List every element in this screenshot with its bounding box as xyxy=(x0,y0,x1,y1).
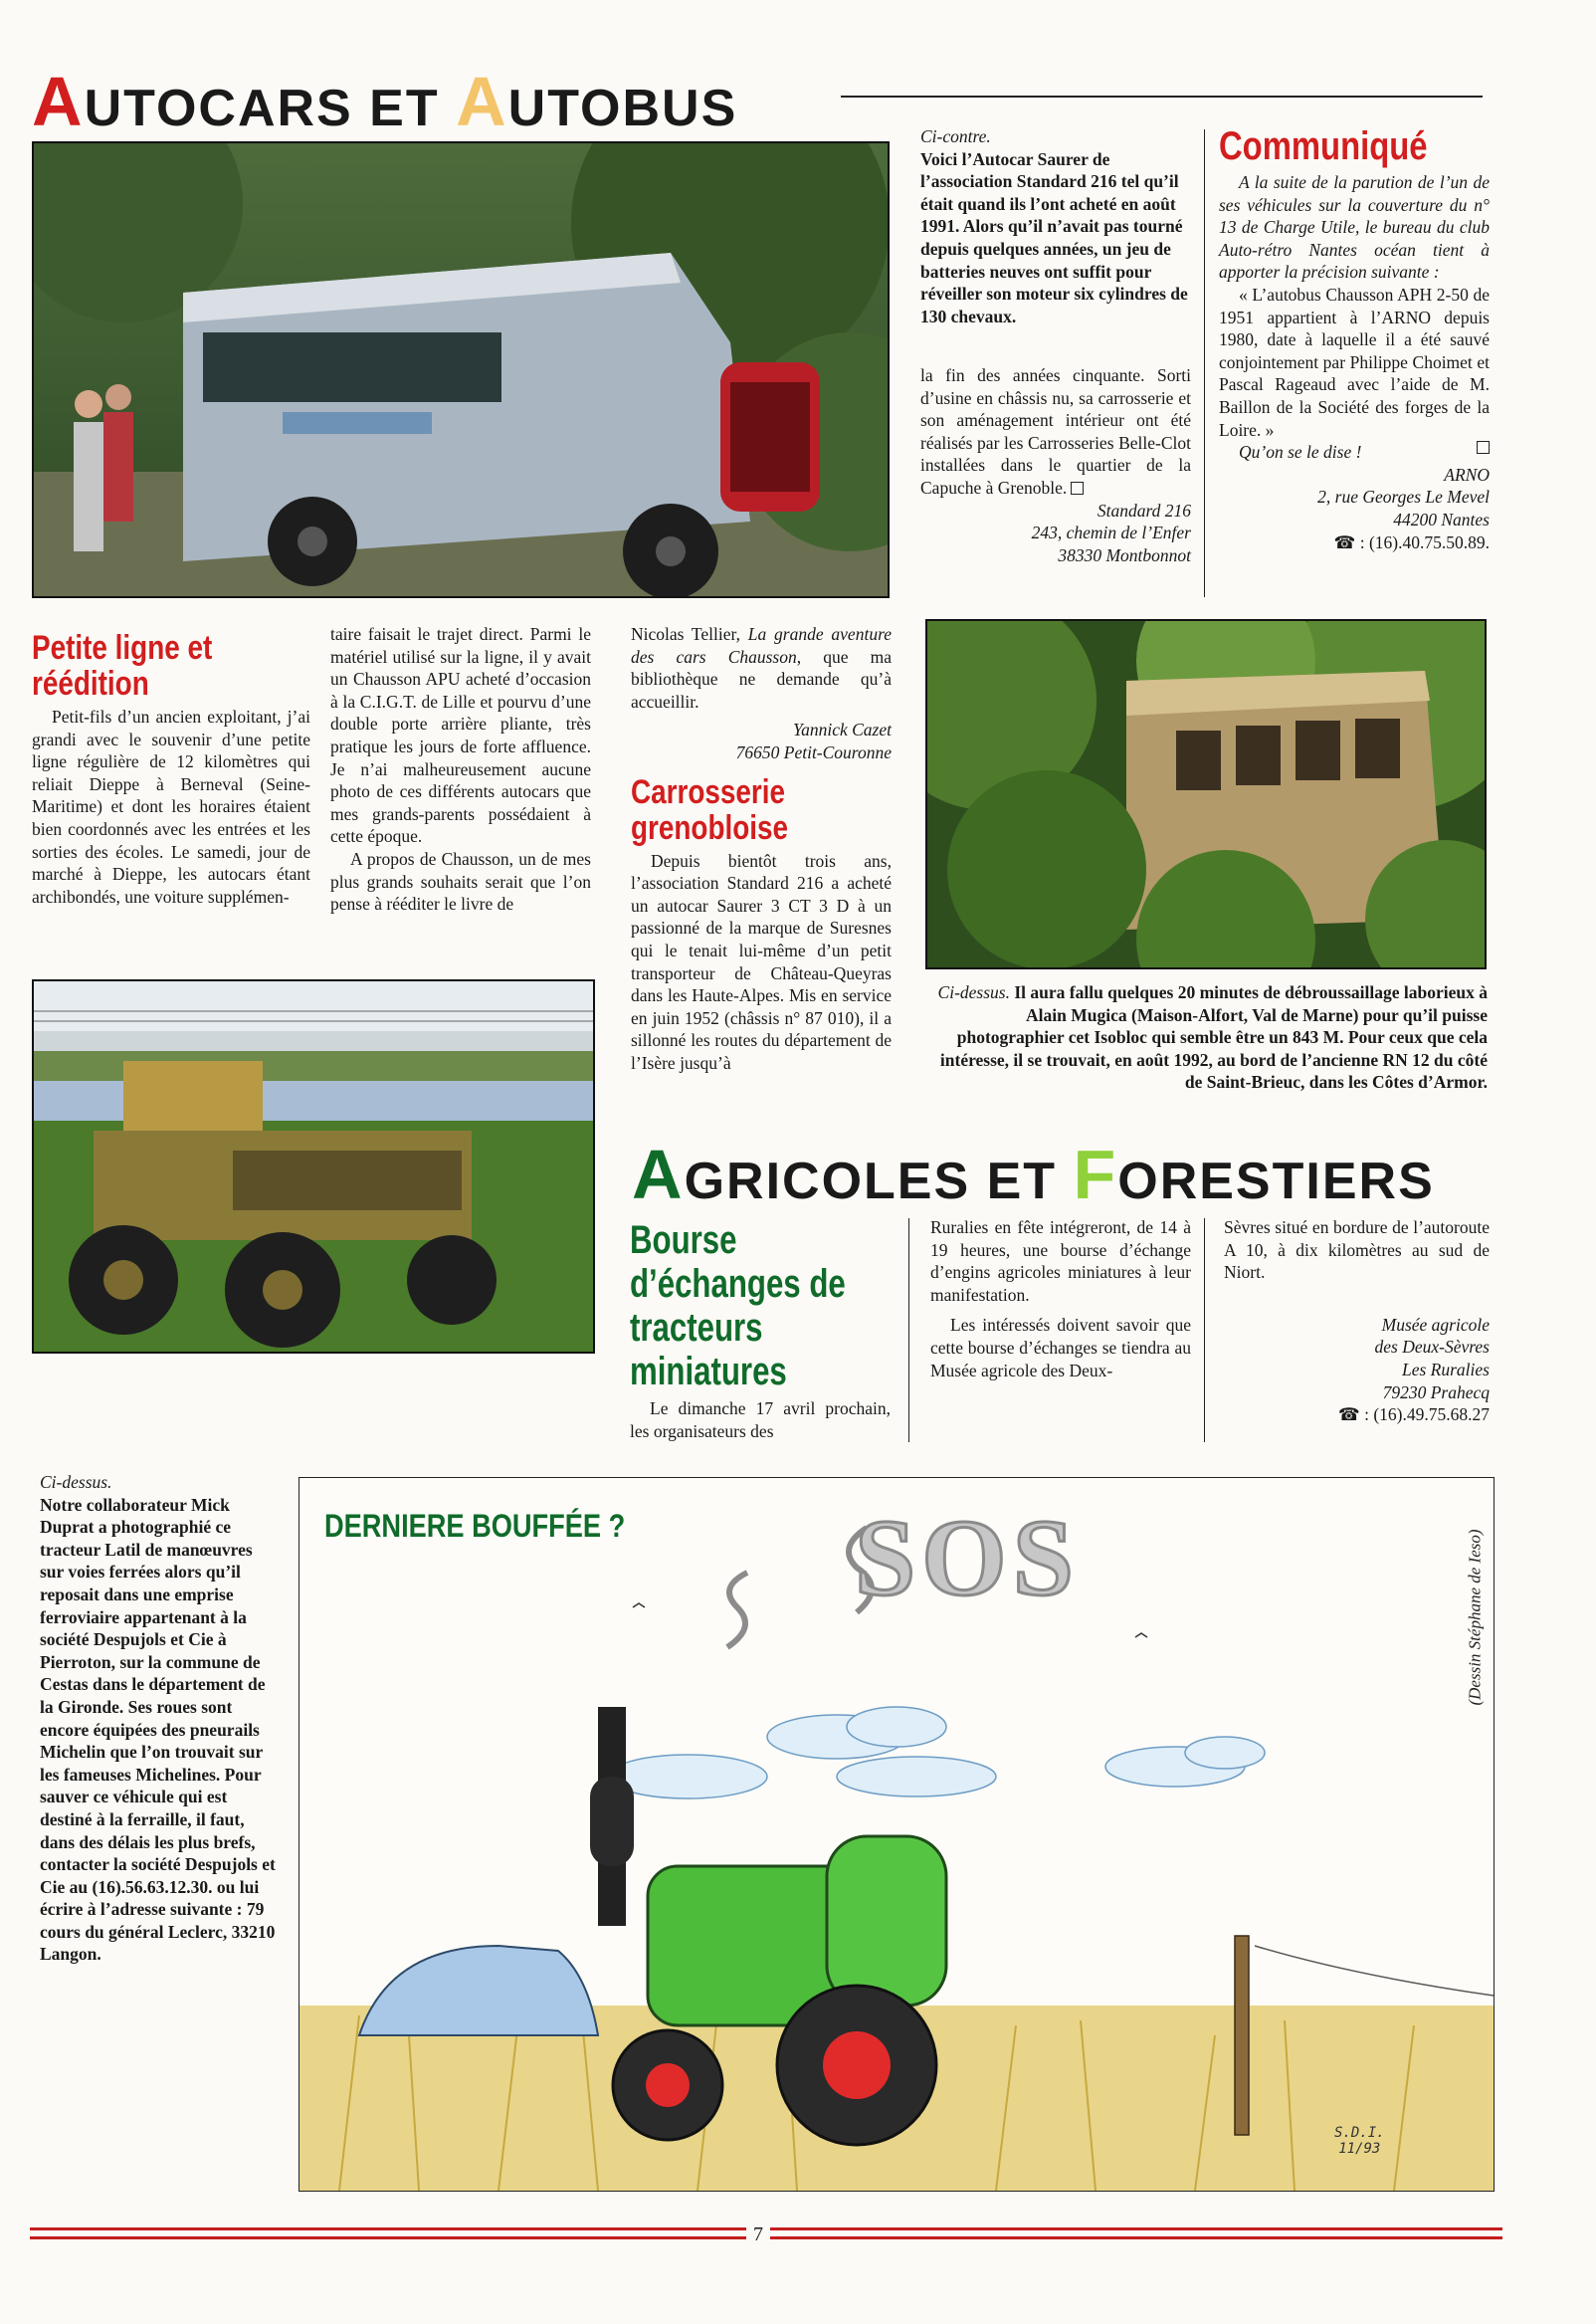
photo-latil-tractor xyxy=(32,979,595,1354)
signature-city: 38330 Montbonnot xyxy=(1058,544,1191,565)
signature-city: 76650 Petit-Couronne xyxy=(735,741,892,762)
photo-saurer-autocar xyxy=(32,141,890,598)
section-title-agricoles xyxy=(632,1135,1435,1214)
signature-city: 44200 Nantes xyxy=(1393,509,1490,529)
illustration-title: DERNIERE BOUFFÉE ? xyxy=(324,1508,626,1544)
communique-box xyxy=(1219,125,1490,553)
petite-ligne-column-3: Nicolas Tellier, La grande aventure des cars Chausson, que ma bibliothèque ne demande qu’à accueillir. Yannick Cazet 76650 Petit-Couronne Carrosserie grenobloise Depuis bientôt trois ans, l’association Standard 216 a acheté un autocar Saurer 3 CT 3 D à un passionné de la marque de Suresnes qui le tenait lui-même d’un petit transporteur de Château-Queyras dans les Haute-Alpes. Mis en service en juin 1952 (châssis n° 87 010), il a sillonné les routes du département de l’Isère jusqu’à xyxy=(631,623,892,1075)
signature-address: des Deux-Sèvres xyxy=(1374,1337,1490,1358)
petite-ligne-column-1 xyxy=(32,630,310,908)
column-rule xyxy=(1204,1218,1205,1442)
illustration-derniere-bouffee xyxy=(299,1477,1495,2192)
caption-text: Notre collaborateur Mick Duprat a photographié ce tracteur Latil de manœuvres sur voies ferrées alors qu’il reposait dans une emprise ferroviaire appartenant à la société Despujols et Cie à Pierroton, sur la commune de Cestas dans le département de la Gironde. Ses roues sont encore équipées des pneurails Michelin que l’on trouvait sur les fameuses Michelines. Pour sauver ce véhicule qui est destiné à la ferraille, il faut, dans des délais les plus brefs, contacter la société Despujols et Cie au (16).56.63.12.30. ou lui écrire à l’adresse suivante : 79 cours du général Leclerc, 33210 Langon. xyxy=(40,1494,276,1965)
caption-lead: Ci-dessus. xyxy=(937,982,1010,1002)
title-text: UTOBUS xyxy=(507,80,738,137)
artist-signature: S.D.I. 11/93 xyxy=(1334,2125,1385,2157)
caption-text: Voici l’Autocar Saurer de l’association Standard 216 tel qu’il était quand ils l’ont acheté en août 1991. Alors qu’il n’avait pas tourné depuis quelques années, un jeu de batteries neuves ont suffit pour réveiller son moteur six cylindres de 130 chevaux. xyxy=(920,148,1188,326)
caption-latil xyxy=(40,1471,279,1966)
signature-place: Les Ruralies xyxy=(1402,1359,1490,1379)
smoke-sos-text: SOS xyxy=(855,1497,1080,1618)
petite-ligne-text: Petit-fils d’un ancien exploitant, j’ai grandi avec le souvenir d’une petite ligne régulière de 12 kilomètres qui reliait Dieppe à Berneval (Seine-Maritime) et dont les horaires étaient bien coordonnés avec les entrées et les sorties des écoles. Le samedi, jour de marché à Dieppe, les autocars étant archibondés, une voiture supplémen- xyxy=(32,707,310,907)
paragraph: la fin des années cinquante. Sorti d’usine en châssis nu, sa carrosserie et son aménagement intérieur ont été réalisés par les Carrosseries Belle-Clot installées dans le quartier de la Capuche à Grenoble. xyxy=(920,365,1191,498)
title-initial: A xyxy=(632,1136,685,1213)
caption-lead: Ci-dessus. xyxy=(40,1472,112,1492)
petite-ligne-column-2: taire faisait le trajet direct. Parmi le matériel utilisé sur la ligne, il y avait un Chausson APU acheté d’occasion à la C.I.G.T. de Lille et pourvu d’une double porte arrière pliante, très pratique les jours de forte affluence. Je n’ai malheureusement aucune photo de ces différents autocars que mes grands-parents possédaient à cette époque. A propos de Chausson, un de mes plus grands souhaits serait que l’on pense à rééditer le livre de xyxy=(330,624,591,915)
carrosserie-title: Carrosserie grenobloise xyxy=(631,772,789,847)
caption-isobloc xyxy=(920,981,1488,1094)
communique-closing: Qu’on se le dise ! xyxy=(1219,441,1490,464)
caption-text: Il aura fallu quelques 20 minutes de débroussaillage laborieux à Alain Mugica (Maison-Alfort, Val de Marne) pour qu’il puisse photographier cet Isobloc qui semble être un 843 M. Pour ceux que cela intéresse, il se trouvait, en août 1992, au bord de l’ancienne RN 12 du côté de Saint-Brieuc, dans les Côtes d’Armor. xyxy=(939,982,1488,1093)
signature-name: Standard 216 xyxy=(1097,500,1191,521)
section-title-autocars xyxy=(32,62,737,141)
signature-name: ARNO xyxy=(1444,464,1490,485)
column-rule xyxy=(1204,129,1205,597)
phone-number: ☎ : (16).40.75.50.89. xyxy=(1333,531,1490,552)
bourse-column-3: Sèvres situé en bordure de l’autoroute A 10, à dix kilomètres au sud de Niort. Musée agricole des Deux-Sèvres Les Ruralies 79230 Prahecq ☎ : (16).49.75.68.27 xyxy=(1224,1217,1490,1425)
phone-number: ☎ : (16).49.75.68.27 xyxy=(1337,1404,1490,1425)
illustration-credit: (Dessin Stéphane de Ieso) xyxy=(1465,1529,1485,1706)
title-initial: F xyxy=(1073,1136,1118,1213)
title-text: ORESTIERS xyxy=(1117,1153,1435,1210)
column-rule xyxy=(908,1218,909,1442)
signature-address: 243, chemin de l’Enfer xyxy=(1031,523,1191,543)
petite-ligne-title: Petite ligne et réédition xyxy=(32,629,213,703)
signature-name: Musée agricole xyxy=(1381,1314,1490,1335)
carrosserie-text: Depuis bientôt trois ans, l’association Standard 216 a acheté un autocar Saurer 3 CT 3 D à un passionné de la marque de Suresnes qui le tenait lui-même d’un petit transporteur de Château-Queyras dans les Haute-Alpes. Mis en service en juin 1952 (châssis n° 87 010), il a sillonné les routes du département de l’Isère jusqu’à xyxy=(631,850,892,1073)
signature-address: 2, rue Georges Le Mevel xyxy=(1317,487,1490,508)
communique-intro: A la suite de la parution de l’un de ses véhicules sur la couverture du n° 13 de Charge Utile, le bureau du club Auto-rétro Nantes océan tient à apporter la précision suivante : xyxy=(1219,172,1490,283)
page-number: 7 xyxy=(746,2222,770,2246)
communique-title: Communiqué xyxy=(1219,124,1428,168)
title-initial: A xyxy=(32,63,85,140)
caption-lead: Ci-contre. xyxy=(920,126,991,146)
photo-isobloc xyxy=(925,619,1487,969)
signature-name: Yannick Cazet xyxy=(792,720,892,740)
communique-quote: « L’autobus Chausson APH 2-50 de 1951 appartient à l’ARNO depuis 1980, date à laquelle il a été sauvé conjointement par Philippe Choimet et Pascal Rageaud avec l’aide de M. Baillon de la Société des forges de la Loire. » xyxy=(1219,284,1490,440)
end-mark-icon xyxy=(1071,482,1084,495)
bourse-column-2: Ruralies en fête intégreront, de 14 à 19 heures, une bourse d’échange d’engins agricoles miniatures à leur manifestation. Les intéressés doivent savoir que cette bourse d’échanges se tiendra au Musée agricole des Deux- xyxy=(930,1217,1191,1380)
header-rule xyxy=(841,96,1483,98)
title-initial: A xyxy=(456,63,508,140)
carrosserie-continuation xyxy=(920,364,1191,566)
title-text: GRICOLES ET xyxy=(684,1153,1074,1210)
bourse-title: Bourse d’échanges de tracteurs miniatures xyxy=(630,1218,846,1393)
end-mark-icon xyxy=(1477,441,1490,454)
bourse-column-1 xyxy=(630,1218,891,1442)
bourse-text: Le dimanche 17 avril prochain, les organisateurs des xyxy=(630,1398,891,1441)
title-text: UTOCARS ET xyxy=(84,80,457,137)
signature-city: 79230 Prahecq xyxy=(1382,1381,1490,1402)
caption-saurer xyxy=(920,125,1191,327)
